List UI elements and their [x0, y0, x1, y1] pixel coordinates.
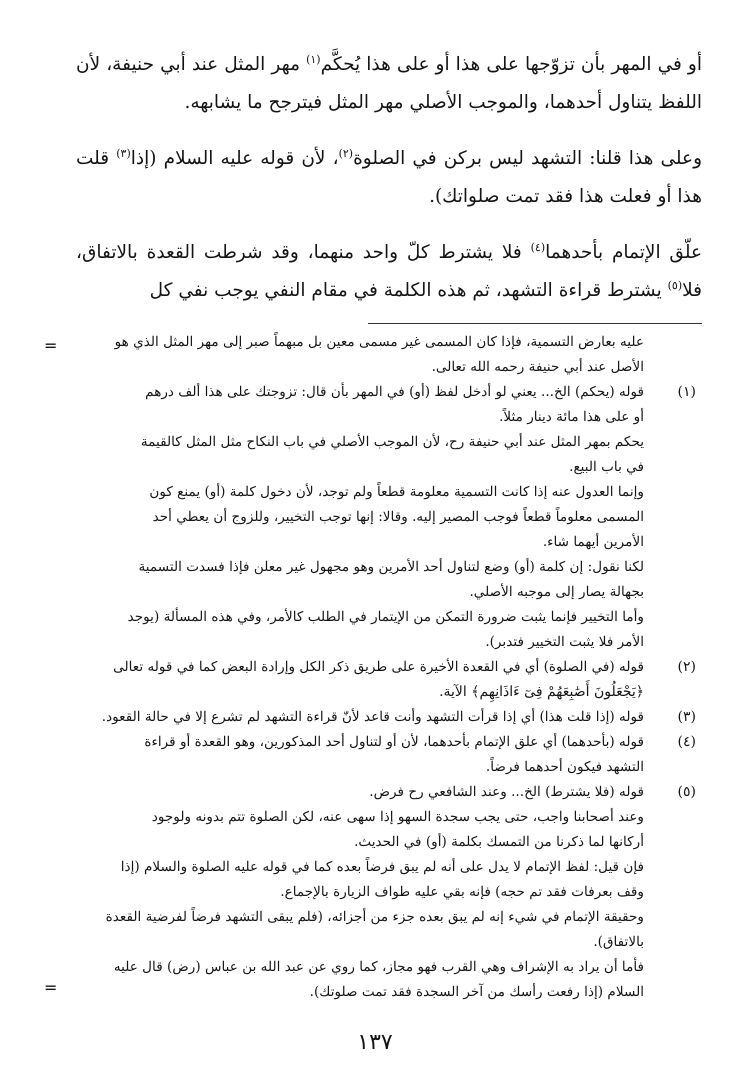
footnote-line: المسمى معلوماً قطعاً فوجب المصير إليه. وقالا: إنها توجب التخيير، وللزوج أن يعطي أحد: [152, 509, 644, 525]
footnote-2: [76, 655, 702, 705]
footnote-number: (٤): [677, 734, 696, 750]
main-paragraph-1: [76, 46, 702, 122]
footnote-line: فأما أن يراد به الإشراف وهي القرب فهو مجاز، كما روي عن عبد الله بن عباس (رض) قال عليه: [113, 959, 644, 975]
footnote-line: التشهد فيكون أحدهما فرضاً.: [485, 759, 644, 775]
main-text-segment: ، لأن قوله عليه السلام (إذا: [130, 148, 339, 169]
main-text-segment: قلت هذا أو فعلت هذا فقد تمت صلواتك).: [76, 148, 702, 207]
footnote-3: [76, 705, 702, 730]
main-text-segment: فلا يشترط كلّ واحد منهما، وقد شرطت القعدة بالاتفاق، فلا: [76, 242, 702, 301]
footnote-line: الأمر فلا يثبت التخيير فتدبر).: [485, 634, 644, 650]
footnote-ref-2: (٢): [338, 147, 354, 160]
main-paragraph-3: [76, 234, 702, 310]
continuation-mark-bottom: =: [44, 978, 58, 997]
footnote-line: قوله (فلا يشترط) الخ... وعند الشافعي رح فرض.: [369, 784, 644, 800]
main-text-segment: وعلى هذا قلنا: التشهد ليس بركن في الصلوة: [353, 148, 703, 169]
footnote-4: [76, 730, 702, 780]
page-number: ١٣٧: [357, 1030, 393, 1055]
footnote-line: وأما التخيير فإنما يثبت ضرورة التمكن من الإيتمار في الطلب كالأمر، وفي هذه المسألة (يوجد: [127, 609, 644, 625]
footnote-line: بالاتفاق).: [593, 934, 644, 950]
footnote-line: فإن قيل: لفظ الإتمام لا يدل على أنه لم يبق فرضاً بعده كما في قوله عليه الصلوة والسلام (إذا: [120, 859, 644, 875]
main-text: [76, 46, 702, 310]
continuation-mark-top: =: [44, 336, 58, 355]
footnotes: [76, 330, 702, 1005]
main-text-segment: مهر المثل عند أبي حنيفة، لأن اللفظ يتناول أحدهما، والموجب الأصلي مهر المثل فيترجح ما يشابهه.: [76, 54, 702, 113]
main-text-segment: أو في المهر بأن تزوّجها على هذا أو على هذا يُحكَّم: [320, 54, 702, 75]
footnote-continuation: [76, 330, 702, 380]
footnote-line: في باب البيع.: [569, 459, 644, 475]
footnote-line: قوله (بأحدهما) أي علق الإتمام بأحدهما، لأن أو لتناول أحد المذكورين، وهو القعدة أو قراءة: [144, 734, 644, 750]
footnote-5: [76, 780, 702, 1005]
footnote-ref-1: (١): [306, 53, 321, 66]
footnote-number: (٢): [677, 659, 696, 675]
footnote-number: (٥): [677, 784, 696, 800]
footnote-line: عليه بعارض التسمية، فإذا كان المسمى غير مسمى معين بل مبهماً صبر إلى مهر المثل الذي هو: [114, 334, 644, 350]
footnote-1: [76, 380, 702, 655]
footnote-line: قوله (إذا قلت هذا) أي إذا قرأت التشهد وأنت قاعد لأنّ قراءة التشهد لم تشرع إلا في حالة القعود.: [101, 709, 644, 725]
quran-verse: ﴿يَجْعَلُونَ أَصَٰبِعَهُمْ فِىٓ ءَاذَانِهِم﴾ الآية.: [439, 684, 644, 700]
footnote-separator: [368, 323, 702, 324]
footnote-line: أو على هذا مائة دينار مثلاً.: [499, 409, 644, 425]
footnote-line: قوله (في الصلوة) أي في القعدة الأخيرة على طريق ذكر الكل وإرادة البعض كما في قوله تعالى: [113, 659, 644, 675]
footnote-line: وحقيقة الإتمام في شيء إنه لم يبق بعده جزء من أجزائه، (فلم يبقى التشهد فرضاً لفرضية القعدة: [105, 909, 644, 925]
footnote-ref-5: (٥): [667, 279, 683, 292]
main-text-segment: علّق الإتمام بأحدهما: [545, 242, 703, 263]
footnote-line: وقف بعرفات فقد تم حجه) فإنه بقي عليه طواف الزيارة بالإجماع.: [280, 884, 644, 900]
footnote-line: السلام (إذا رفعت رأسك من آخر السجدة فقد تمت صلوتك).: [309, 984, 644, 1000]
footnote-number: (١): [677, 384, 696, 400]
footnote-ref-3: (٣): [116, 147, 131, 160]
footnote-line: الأمرين أيهما شاء.: [542, 534, 644, 550]
footnote-ref-4: (٤): [530, 241, 546, 254]
footnote-line: بجهالة يصار إلى موجبه الأصلي.: [469, 584, 644, 600]
footnote-line: يحكم بمهر المثل عند أبي حنيفة رح، لأن الموجب الأصلي في باب النكاح مثل المثل كالقيمة: [140, 434, 644, 450]
footnote-line: الأصل عند أبي حنيفة رحمه الله تعالى.: [431, 359, 644, 375]
footnote-line: قوله (يحكم) الخ... يعني لو أدخل لفظ (أو) في المهر بأن قال: تزوجتك على هذا ألف درهم: [145, 384, 644, 400]
footnote-line: أركانها لما ذكرنا من التمسك بكلمة (أو) في الحديث.: [354, 834, 644, 850]
footnote-line: وعند أصحابنا واجب، حتى يجب سجدة السهو إذا سهى عنه، لكن الصلوة تتم بدونه ولوجود: [151, 809, 644, 825]
footnote-number: (٣): [677, 709, 696, 725]
footnote-line: لكنا نقول: إن كلمة (أو) وضع لتناول أحد الأمرين وهو مجهول غير معلن فإذا فسدت التسمية: [138, 559, 644, 575]
main-text-segment: يشترط قراءة التشهد، ثم هذه الكلمة في مقام النفي يوجب نفي كل: [149, 280, 668, 301]
main-paragraph-2: [76, 140, 702, 216]
footnote-line: وإنما العدول عنه إذا كانت التسمية معلومة قطعاً ولم توجد، لأن دخول كلمة (أو) يمنع كون: [149, 484, 644, 500]
